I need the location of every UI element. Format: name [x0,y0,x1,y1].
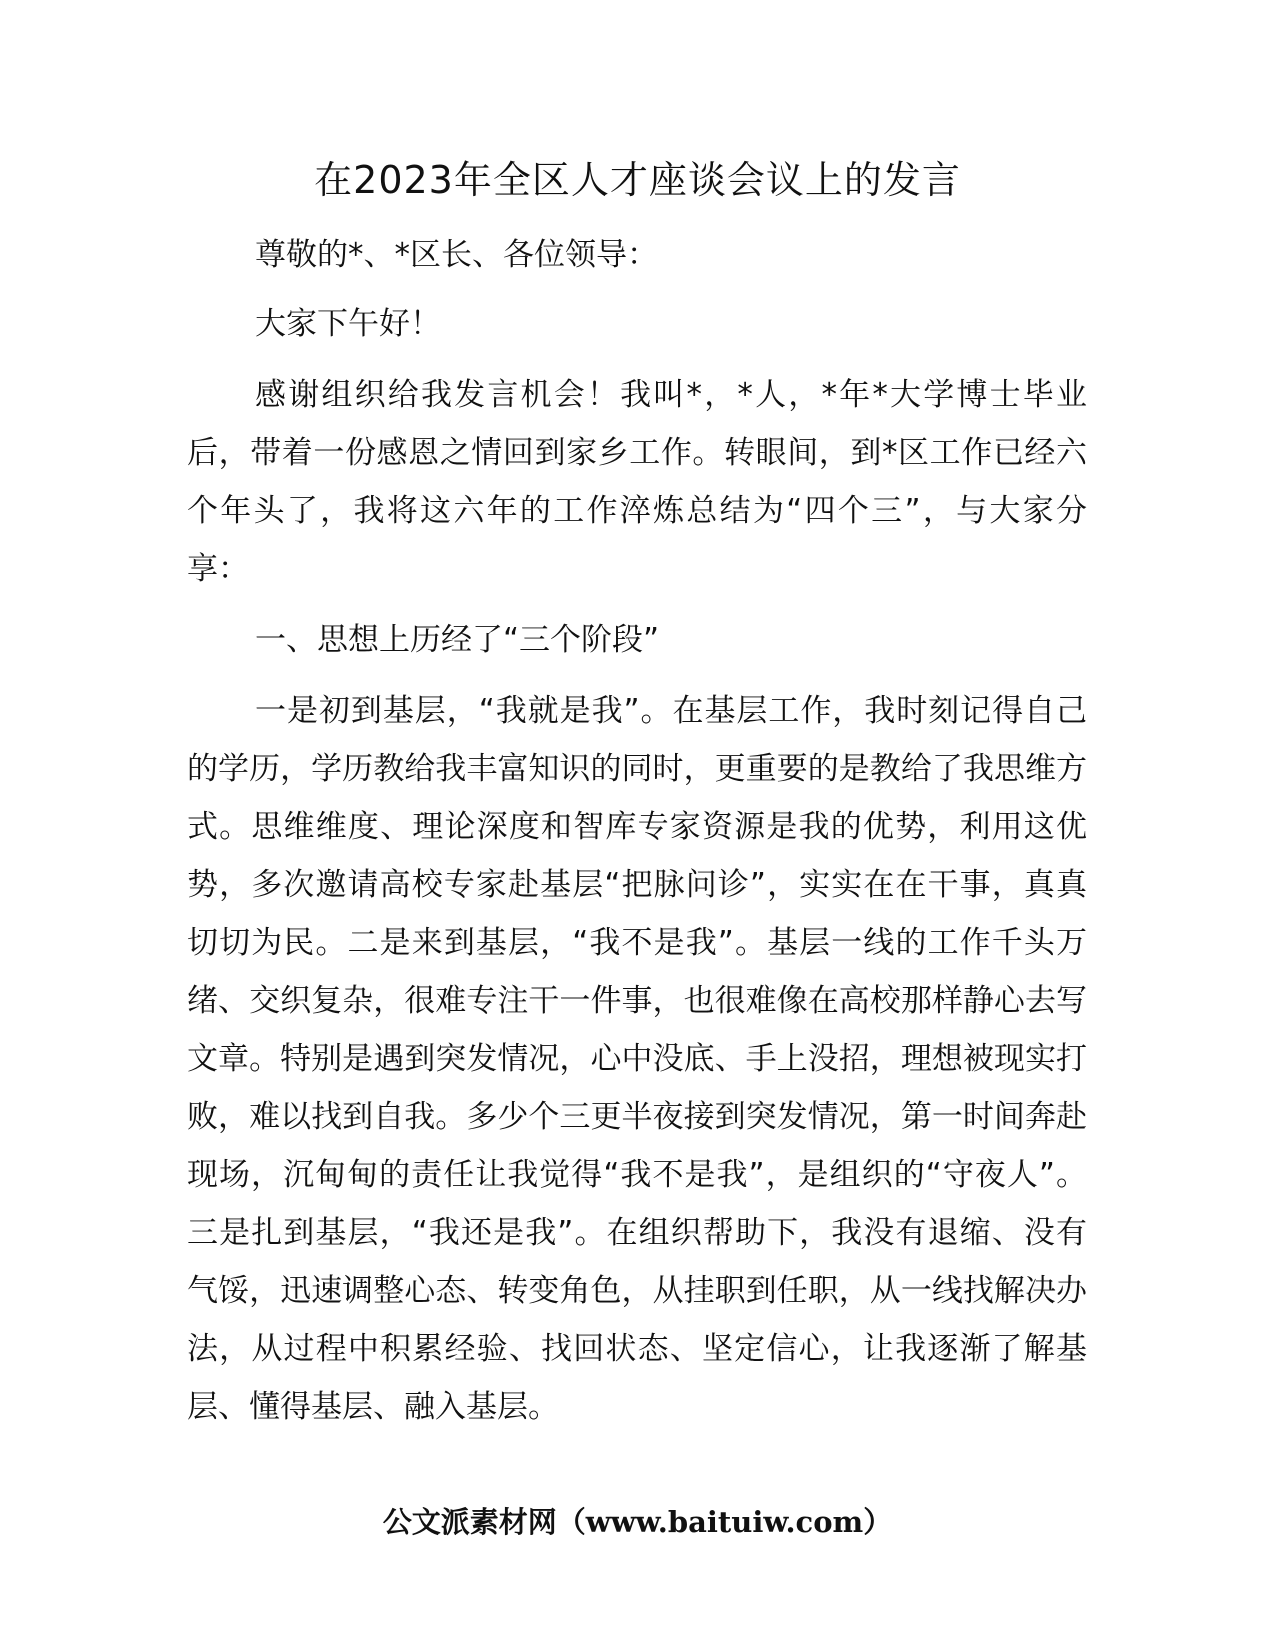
intro-paragraph: 感谢组织给我发言机会！我叫*，*人，*年*大学博士毕业后，带着一份感恩之情回到家乡工作。转眼间，到*区工作已经六个年头了，我将这六年的工作淬炼总结为“四个三”，与大家分享： [187,377,1087,587]
section-heading: 一、思想上历经了“三个阶段” [255,622,660,658]
salutation: 尊敬的*、*区长、各位领导： [255,237,658,273]
footer-watermark: 公文派素材网（www.baituiw.com） [382,1505,893,1539]
section-paragraph: 一是初到基层，“我就是我”。在基层工作，我时刻记得自己的学历，学历教给我丰富知识的同时，更重要的是教给了我思维方式。思维维度、理论深度和智库专家资源是我的优势，利用这优势，多次邀请高校专家赴基层“把脉问诊”，实实在在干事，真真切切为民。二是来到基层，“我不是我”。基层一线的工作千头万绪、交织复杂，很难专注干一件事，也很难像在高校那样静心去写文章。特别是遇到突发情况，心中没底、手上没招，理想被现实打败，难以找到自我。多少个三更半夜接到突发情况，第一时间奔赴现场，沉甸甸的责任让我觉得“我不是我”，是组织的“守夜人”。三是扎到基层，“我还是我”。在组织帮助下，我没有退缩、没有气馁，迅速调整心态、转变角色，从挂职到任职，从一线找解决办法，从过程中积累经验、找回状态、坚定信心，让我逐渐了解基层、懂得基层、融入基层。 [187,693,1087,1425]
document-title: 在2023年全区人才座谈会议上的发言 [314,158,961,202]
greeting: 大家下午好！ [255,306,441,342]
